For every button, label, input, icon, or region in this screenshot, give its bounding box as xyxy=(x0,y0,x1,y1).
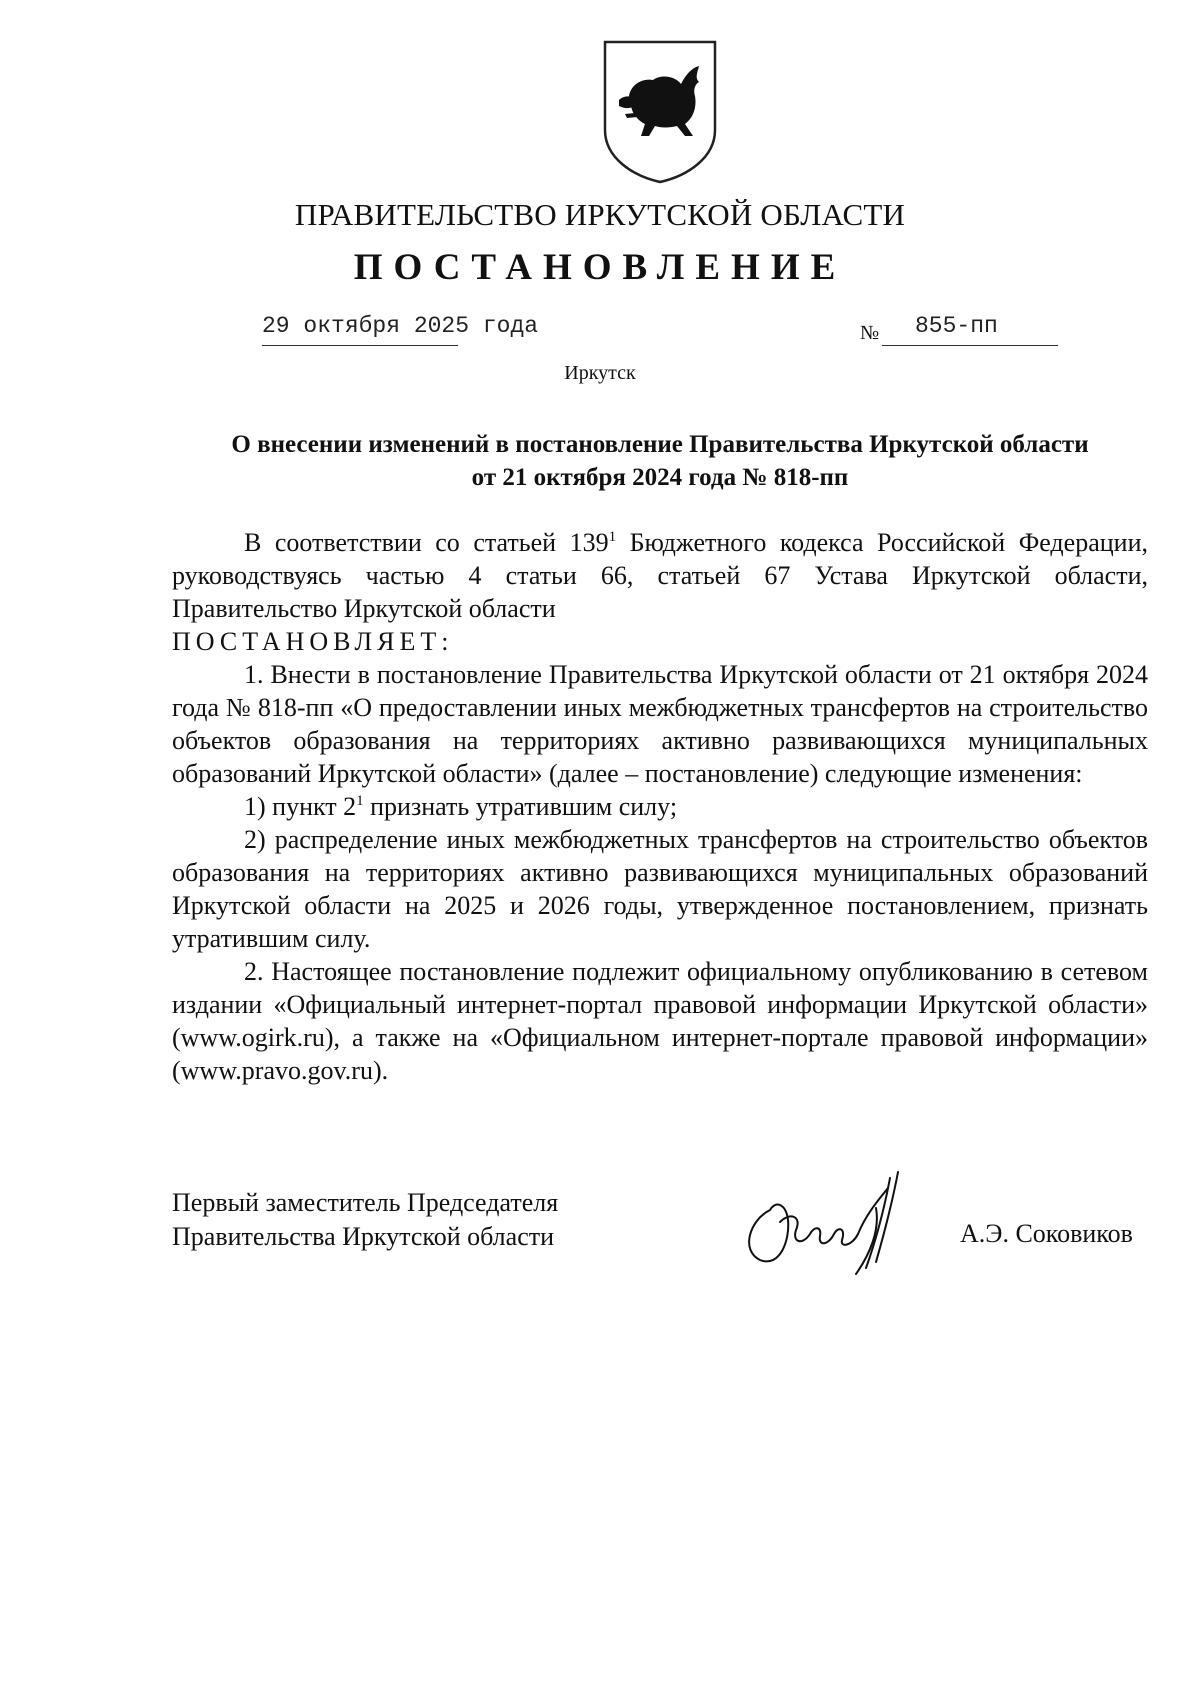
city: Иркутск xyxy=(564,362,636,384)
preamble-part-2: Бюджетного кодекса Российской Федерации, руководствуясь частью 4 статьи 66, статьей 67 Устава Иркутской области, Правительство Иркутской области xyxy=(172,528,1148,623)
title-line-2: от 21 октября 2024 года № 818-пп xyxy=(471,464,849,491)
number-label: № xyxy=(860,322,880,344)
document-title xyxy=(170,428,1150,494)
coat-of-arms-icon xyxy=(601,38,719,184)
handwritten-signature-icon xyxy=(730,1150,940,1290)
signer-position-line-2: Правительства Иркутской области xyxy=(172,1222,555,1251)
item-1-1-part-1: 1) пункт 2 xyxy=(244,792,357,821)
signer-name: А.Э. Соковиков xyxy=(960,1219,1133,1248)
document-body xyxy=(172,526,1148,1087)
date-underline xyxy=(262,345,458,346)
item-1-1 xyxy=(172,790,1148,823)
document-date: 29 октября 2025 года xyxy=(262,313,539,339)
preamble-superscript: 1 xyxy=(608,529,617,545)
item-1-1-part-2: признать утратившим силу; xyxy=(363,792,678,821)
preamble-part-1: В соответствии со статьей 139 xyxy=(244,528,609,557)
document-type: ПОСТАНОВЛЕНИЕ xyxy=(353,247,847,288)
item-1-1-superscript: 1 xyxy=(356,793,364,809)
title-line-1: О внесении изменений в постановление Правительства Иркутской области xyxy=(231,431,1089,458)
signer-position xyxy=(172,1186,558,1254)
item-1: 1. Внести в постановление Правительства Иркутской области от 21 октября 2024 года № 818-пп «О предоставлении иных межбюджетных трансфертов на строительство объектов образования на территориях активно развивающихся муниципальных образований Иркутской области» (далее – постановление) следующие изменения: xyxy=(172,660,1148,788)
signer-position-line-1: Первый заместитель Председателя xyxy=(172,1188,559,1217)
resolves-heading: ПОСТАНОВЛЯЕТ: xyxy=(172,627,454,656)
government-name: ПРАВИТЕЛЬСТВО ИРКУТСКОЙ ОБЛАСТИ xyxy=(294,197,906,232)
preamble xyxy=(172,526,1148,625)
document-number: 855-пп xyxy=(915,313,998,339)
item-1-2: 2) распределение иных межбюджетных трансфертов на строительство объектов образования на территориях активно развивающихся муниципальных образований Иркутской области на 2025 и 2026 годы, утвержденное постановлением, признать утратившим силу. xyxy=(172,825,1148,953)
number-underline xyxy=(882,345,1058,346)
item-2: 2. Настоящее постановление подлежит официальному опубликованию в сетевом издании «Официальный интернет-портал правовой информации Иркутской области» (www.ogirk.ru), а также на «Официальном интернет-портале правовой информации» (www.pravo.gov.ru). xyxy=(172,957,1148,1085)
